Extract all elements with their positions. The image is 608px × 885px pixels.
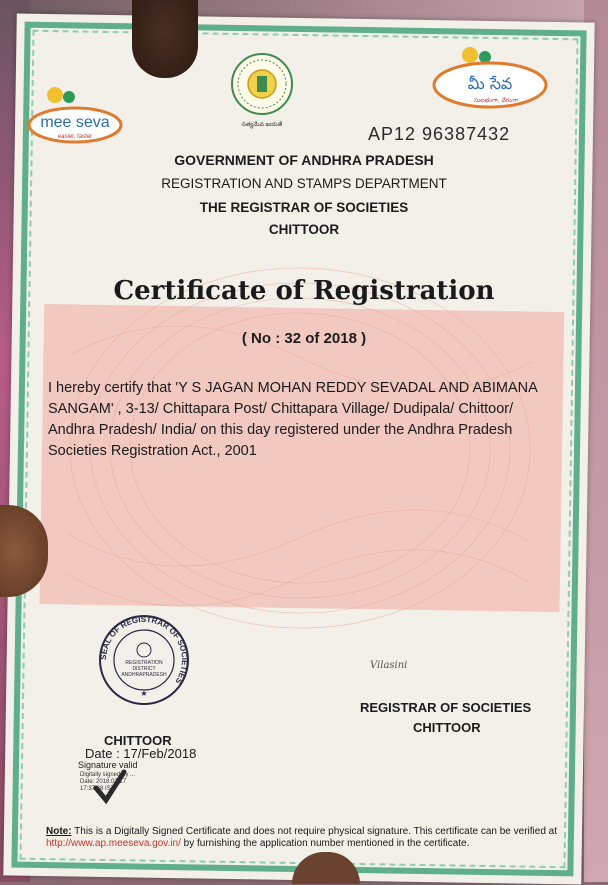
- mee-seva-logo-text: mee seva: [40, 114, 110, 131]
- emblem-caption: సత్యమేవ జయతే: [241, 122, 283, 128]
- checkmark-icon: [92, 768, 128, 808]
- note-text-2: by furnishing the application number mentioned in the certificate.: [180, 838, 470, 849]
- note-text-1: This is a Digitally Signed Certificate and does not require physical signature. This certificate can be verified at: [71, 826, 557, 837]
- mee-seva-telugu-logo: [430, 45, 550, 111]
- department-heading: REGISTRATION AND STAMPS DEPARTMENT: [161, 176, 447, 191]
- mee-seva-logo: [25, 85, 125, 145]
- government-heading: GOVERNMENT OF ANDHRA PRADESH: [174, 152, 434, 168]
- seal-ring-text: SEAL OF REGISTRAR OF SOCIETIES: [98, 614, 190, 686]
- footer-note: [46, 826, 566, 850]
- digital-signature-details: Digitally signed by ... Date: 2018.02.17 17:37:38 IST: [80, 772, 136, 792]
- certificate-serial-number: AP12 96387432: [368, 124, 511, 144]
- registrar-seal-stamp: [96, 612, 192, 708]
- certificate-body-text: I hereby certify that 'Y S JAGAN MOHAN REDDY SEVADAL AND ABIMANA SANGAM' , 3-13/ Chittapara Post/ Chittapara Village/ Dudipala/ Chittoor/ Andhra Pradesh/ India/ on this day registered under the Andhra Pradesh Societies Registration Act., 2001: [48, 380, 537, 459]
- note-label: Note:: [46, 826, 72, 837]
- seal-center-text: REGISTRATION DISTRICT ANDHRAPRADESH: [121, 660, 167, 678]
- verification-url-link[interactable]: http://www.ap.meeseva.gov.in/: [46, 838, 181, 849]
- hand-thumb-top: [132, 0, 198, 78]
- registrar-heading: THE REGISTRAR OF SOCIETIES: [199, 200, 409, 215]
- state-emblem: [230, 52, 294, 130]
- issue-place: CHITTOOR: [104, 733, 172, 748]
- mee-seva-telugu-tagline: సులభంగా, వేగంగా: [474, 97, 518, 104]
- district-heading: CHITTOOR: [268, 222, 340, 237]
- registrar-signature: Vilasini: [370, 660, 408, 671]
- mee-seva-logo-tagline: easier, faster: [57, 134, 93, 140]
- certificate-title: Certificate of Registration: [113, 276, 495, 306]
- svg-text:★: ★: [140, 689, 148, 698]
- mee-seva-telugu-text: మీ సేవ: [467, 74, 513, 93]
- registrar-title: REGISTRAR OF SOCIETIES: [360, 700, 532, 715]
- certificate-number: ( No : 32 of 2018 ): [241, 330, 367, 347]
- signature-valid-label: Signature valid: [78, 760, 138, 770]
- issue-date: Date : 17/Feb/2018: [85, 746, 197, 761]
- registrar-place: CHITTOOR: [413, 720, 481, 735]
